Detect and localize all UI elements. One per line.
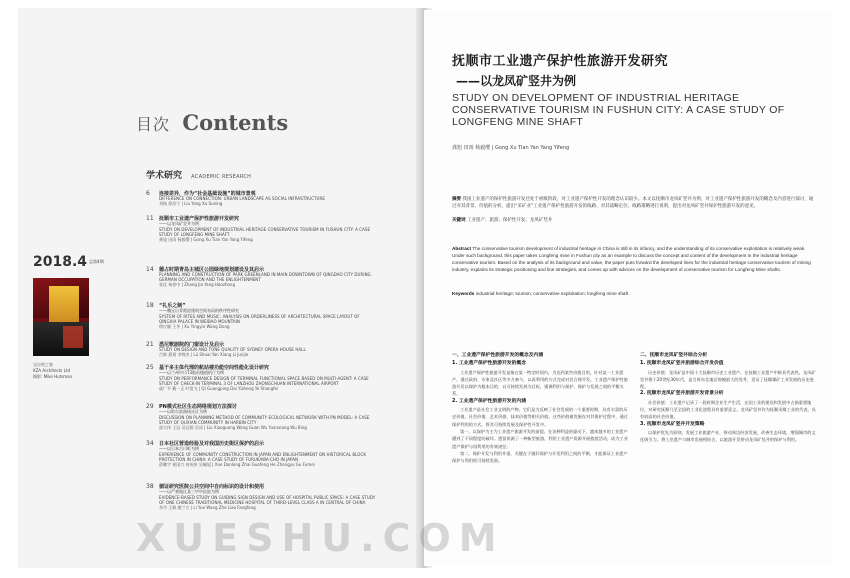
toc-title-en: OF ONE CHINESE TRADITIONAL MEDICINE HOSPITAL OF THIRD-LEVEL CLASS A IN CENTRAL OF CHINA (159, 500, 366, 505)
body-subheading: 3. 抚顺市龙凤矿竖井开发策略 (640, 421, 705, 427)
article-authors: 龚旭 田雨 杨毅缨 | Gong Xu Tian Yan Yang Yifeng (452, 145, 570, 151)
toc-title-cn: 循证研究医院公共空间中自向标识的设计和使用 (159, 484, 265, 490)
toc-authors: 张佳 杨豪中 | Zhang Jia Yang Haozhong (159, 282, 235, 287)
article-title-cn: 抚顺市工业遗产保护性旅游开发研究 (452, 54, 669, 69)
toc-authors: 薛鹏宇 崔国力 何成伟 吴嵋旭 | Xue Danlong Zhai Guofeng He Zhongyu Gu Fumei (159, 462, 315, 467)
body-subheading: 2. 工业遗产保护性旅游开发的内涵 (452, 398, 526, 404)
toc-title-en: QINGXIA PALACE IN WEIBAO MOUNTAIN (159, 319, 240, 324)
toc-authors: 邵大伟 王冠 吴远翔 吴冰 | Liu Xiaoguang Wang Guan Wu Yuanxiang Wu Bing (159, 425, 307, 430)
toc-authors: 戚广平 戴一正 叶宽飞 | Qi Guangping Dai Yizheng Ye Shangfei (159, 386, 279, 391)
toc-title-en: STUDY ON DEVELOPMENT OF INDUSTRIAL HERITAGE CONSERVATIVE TOURISM IN FUSHUN CITY: A CASE (159, 227, 371, 232)
toc-authors: 吕帅 燕翔 李锦杰 | Lü Shuai Yan Xiang Li Junjie (159, 352, 249, 357)
toc-subtitle-cn: ——以日本古川町为例 (159, 446, 199, 451)
magazine-spread (18, 8, 832, 568)
toc-title-en: SYSTEM OF RITES AND MUSIC: ANALYSIS ON ORDERLINESS OF ARCHITECTURAL SPACE LAYOUT OF (159, 314, 360, 319)
toc-page-number: 34 (146, 440, 154, 447)
cover-caption-line: 宝应的之家 (33, 362, 53, 367)
cover-caption (33, 362, 72, 380)
toc-title-en: STUDY OF LONGFENG MINE SHAFT (159, 232, 230, 237)
body-heading: 一、工业遗产保护性旅游开发的概念及内涵 (452, 353, 544, 358)
abstract-en (452, 245, 816, 273)
toc-title-en: EVIDENCE-BASED STUDY ON GUIDING SIGN DESIGN AND USE OF HOSPITAL PUBLIC SPACE: A CASE STUDY (159, 495, 376, 500)
toc-subtitle-cn: ——以龙凤矿竖井为例 (159, 221, 199, 226)
contents-title-cn: 目次 (136, 115, 171, 134)
contents-title-en: Contents (182, 110, 289, 135)
cover-caption-line: KZA Architects Ltd (33, 368, 70, 373)
toc-page-number: 11 (146, 215, 154, 222)
toc-page-number: 38 (146, 483, 154, 490)
toc-subtitle-cn: ——魏宝山青霞道建筑空间布局的秩序性研究 (159, 308, 239, 313)
contents-page (18, 8, 422, 568)
toc-title-en: STUDY ON DESIGN AND TONE QUALITY OF SYDNEY OPERA HOUSE HALL (159, 347, 306, 352)
toc-page-number: 29 (146, 403, 154, 410)
keywords-cn-label: 关键词 (452, 218, 466, 223)
toc-page-number: 14 (146, 266, 154, 273)
toc-authors: 李丹 王敏 廖兰方 | Li Yue Wang Zhe Liao Fangfang (159, 505, 256, 510)
toc-title-en: DISCUSSION ON PLANNING METHOD OF COMMUNITY ECOLOGICAL NETWORK WITH PN MODEL: A CASE (159, 415, 370, 420)
cover-caption-line: 摄影: Mike Hutsman (33, 374, 73, 379)
abstract-cn-text: 我国工业遗产的保护性旅游开发还处于初级阶段，对工业遗产保护性开发的理念认识较少。本文以抚顺市龙凤矿竖井为例，对工业遗产保护性旅游开发的概念及内容进行探讨，通过对其背景、价值的分析，提出“采矿业”工业遗产保护性旅游开发的线路、对其战略定位、线路策略进行说明，提出对龙凤矿竖井保护性旅游开发的意见。 (452, 197, 814, 209)
keywords-en (452, 290, 816, 297)
body-paragraph: 历史价值：龙凤矿是中国十大抚顺市历史工业遗产，在抚顺工业遗产中极具代表性。龙凤矿竖井建于20世纪30年代，是当时东北地区规模最大的竖井，见证了抚顺煤矿工业发展的历史进程。 (640, 369, 816, 390)
contents-title (136, 110, 288, 135)
toc-title-cn: 连接差异，作为“社会基础设施”的城市景观 (159, 191, 256, 197)
body-heading: 二、抚顺市龙凤矿竖井综合分析 (640, 353, 708, 358)
toc-title-en: STUDY OF CHECK-IN TERMINAL 3 OF LANZHOU ZHONGCHUAN INTERNATIONAL AIRPORT (159, 381, 339, 386)
keywords-cn-text: 工业遗产；旅游；保护性开发；龙凤矿竖井 (466, 218, 553, 223)
keywords-en-label: Keywords (452, 291, 475, 296)
toc-title-cn: “礼乐之制” (159, 303, 186, 309)
abstract-en-text: The conservative tourism development of industrial heritage in China is still in its infancy, and the understanding of its conservative exploitation is relatively weak. Under such background, this paper takes Longfeng mine in Fushun city as an example to discuss the concept and content of the development in the industrial heritage conservative tourism. Based on the analysis of its background and value, the paper puts forward the developed lines for the industrial heritage conservative tourism of mining industry, explains its strategic positioning and line strategies, and comes up with advices on the development of conservative tourism for Longfeng Mine shafts. (452, 246, 811, 272)
toc-title-cn: PN模式社区生态网络规划方法探讨 (159, 404, 237, 410)
abstract-cn-label: 摘要 (452, 197, 461, 202)
watermark: XUESHU.COM (136, 516, 505, 560)
toc-authors: 龚旭 田雨 杨毅缨 | Gong Xu Tian Yan Yang Yifeng (159, 237, 253, 242)
keywords-en-text: industrial heritage; tourism; conservative exploitation; longfeng mine shaft (475, 291, 629, 296)
toc-authors: 徐应颖 王冬 | Xu Yingyin Wang Dong (159, 324, 230, 329)
toc-authors: 刘杨 徐苏宁 | Liu Yang Xu Suning (159, 201, 223, 206)
article-title-en (452, 92, 832, 128)
toc-title-en: EXPERIENCE OF COMMUNITY CONSTRUCTION IN JAPAN AND ENLIGHTENMENT ON HISTORICAL BLOCK (159, 452, 367, 457)
body-paragraph: 社会价值：工业遗产记录了一段时期企业生产生活，在国工业的建设和发展中占据重要地位，对研究抚顺乃至全国的工业化进程具有重要意义。龙凤矿竖井作为抚顺采煤工业的代表，具有较高的社会价值。 (640, 399, 816, 420)
toc-title-cn: 日本社区营造经验及对我国历史街区保护的启示 (159, 441, 265, 447)
issue-small: 总第4期 (89, 259, 104, 264)
body-subheading: 1. 抚顺市龙凤矿竖井旅游综合开发价值 (640, 361, 724, 367)
toc-title-en: PROTECTION IN CHINA: A CASE STUDY OF FURUKAWA-CHO IN JAPAN (159, 457, 299, 462)
toc-page-number: 18 (146, 302, 154, 309)
toc-title-en: STUDY OF QUXIAN COMMUNITY IN HARBIN CITY (159, 420, 257, 425)
toc-title-cn: 德占时期青岛主城区公园绿地规划建设及其启示 (159, 267, 265, 273)
article-page (424, 10, 832, 566)
body-paragraph: 第二，保护开发与利用并重。关键在于做好保护与开发利用之间的平衡，才能保证工业遗产保护与利用的可持续发展。 (452, 450, 628, 464)
section-heading-cn: 学术研究 (146, 171, 183, 181)
body-column-left (452, 352, 628, 464)
toc-title-en: PLANNING AND CONSTRUCTION OF PARK GREENLAND IN MAIN DOWNTOWN OF QINGDAO CITY DURING (159, 272, 371, 277)
section-heading (146, 168, 251, 181)
toc-title-cn: 基于多主体代理的航站楼功能空间性能化设计研究 (159, 365, 270, 371)
toc-subtitle-cn: ——以哈尔滨曲线社区为例 (159, 409, 207, 414)
toc-subtitle-cn: ——以兰州中川T3航站楼值机厅为例 (159, 370, 224, 375)
toc-title-cn: 抚顺市工业遗产保护性旅游开发研究 (159, 216, 240, 222)
article-subtitle-cn: ——以龙凤矿竖井为例 (456, 74, 577, 88)
article-title-en-line: CONSERVATIVE TOURISM IN FUSHUN CITY: A CASE STUDY OF (452, 104, 785, 116)
body-paragraph: 以保护优先为原则，发展工业旅游产业，带动周边经济发展，改善生态环境，增强城市的文化吸引力。将工业遗产与城市发展相结合，以旅游开发带动龙凤矿竖井的保护与利用。 (640, 429, 816, 443)
toc-page-number: 25 (146, 364, 154, 371)
section-heading-en: ACADEMIC RESEARCH (191, 174, 252, 180)
body-subheading: 2. 抚顺市龙凤矿竖井旅游开发背景分析 (640, 391, 724, 397)
body-column-right (640, 352, 816, 444)
abstract-cn (452, 196, 816, 210)
toc-page-number: 21 (146, 341, 154, 348)
toc-title-en: STUDY ON PERFORMANCE DESIGN OF TERMINAL FUNCTIONAL SPACE BASED ON MULTI-AGENT: A CASE (159, 376, 369, 381)
abstract-en-label: Abstract (452, 246, 472, 251)
toc-title-cn: 悉尼歌剧院的门窗设计及启示 (159, 342, 225, 348)
article-title-en-line: STUDY ON DEVELOPMENT OF INDUSTRIAL HERITAGE (452, 92, 740, 104)
issue-date (33, 254, 104, 270)
toc-title-en: GERMAN OCCUPATION AND THE ENLIGHTENMENT (159, 277, 261, 282)
toc-page-number: 6 (146, 190, 150, 197)
keywords-cn (452, 217, 816, 224)
issue-number: 2018.4 (33, 254, 88, 270)
article-title-en-line: LONGFENG MINE SHAFT (452, 116, 584, 128)
cover-photo (33, 278, 89, 356)
body-paragraph: 第一，以保护为主为工业遗产旅游开发的前提。在各种利益的驱动下，越来越多的工业遗产遭到了不同程度的破坏。遗留资源了一种新型旅游，利用工业遗产资源开展旅游活动，成为工业遗产保护与再利用的有效途径。 (452, 428, 628, 449)
body-paragraph: 工业遗产保护性旅游开发是指在某一特定时间内，为达到某些价值目的，针对某一工业遗产，通过政府、专家及社区等多方参与，以再利用的方式完成对其合理开发。工业遗产保护性旅游开发以保护为根本目的，以可持续发展为目标，强调利用与保护、保护与发展之间的平衡关系。 (452, 369, 628, 397)
toc-title-en: DIFFERENCE ON CONNECTION: URBAN LANDSCAPE AS SOCIAL INFRASTRUCTURE (159, 196, 325, 201)
body-paragraph: 工业遗产是社会工业文明的产物，它们是为反映了社会发展的一个重要时期，具有丰富的历史价值、社会价值、艺术价值、技术价值等相关价值。这些价值被发掘在对其保护过程中，通过保护利用的方式，将其可持续发展及保护性开发中。 (452, 407, 628, 427)
body-subheading: 1. 工业遗产保护性旅游开发的概念 (452, 361, 526, 367)
toc-subtitle-cn: ——以严寒地区某三甲中医院为例 (159, 489, 219, 494)
